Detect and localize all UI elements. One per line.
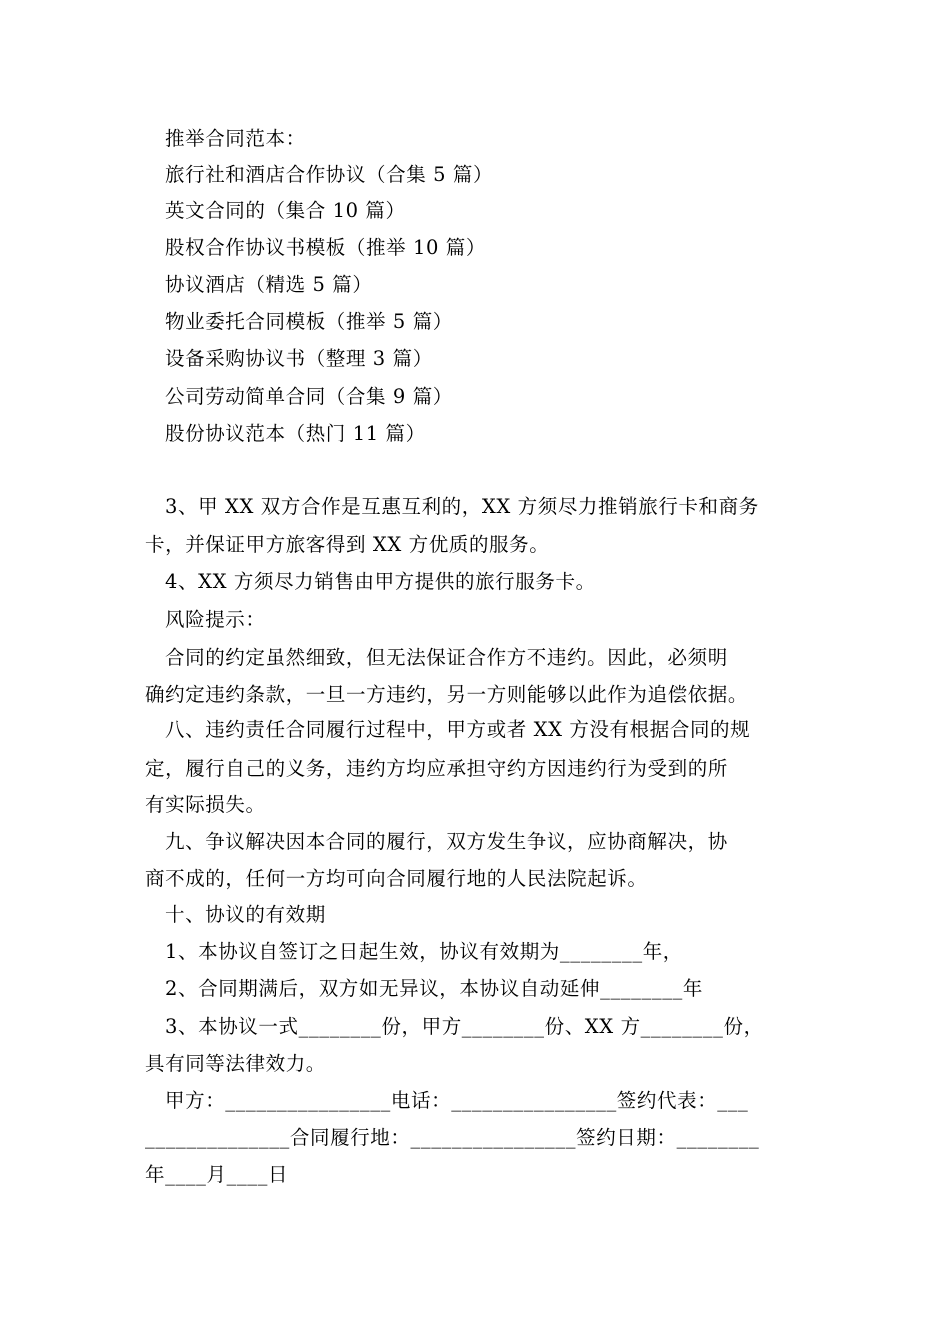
signature-line: ______________合同履行地：________________签约日期：________ <box>145 1126 760 1149</box>
body-line: 八、违约责任合同履行过程中，甲方或者 XX 方没有根据合同的规 <box>165 718 751 741</box>
body-line: 商不成的，任何一方均可向合同履行地的人民法院起诉。 <box>145 867 648 890</box>
body-line: 4、XX 方须尽力销售由甲方提供的旅行服务卡。 <box>165 570 596 593</box>
body-line: 2、合同期满后，双方如无异议，本协议自动延伸________年 <box>165 977 704 1000</box>
body-line: 合同的约定虽然细致，但无法保证合作方不违约。因此，必须明 <box>165 646 728 669</box>
body-line: 具有同等法律效力。 <box>145 1052 326 1075</box>
recommend-item: 股权合作协议书模板（推举 10 篇） <box>165 236 487 259</box>
body-line: 十、协议的有效期 <box>165 903 326 926</box>
body-line: 3、本协议一式________份，甲方________份、XX 方________份， <box>165 1015 764 1038</box>
recommend-item: 物业委托合同模板（推举 5 篇） <box>165 310 453 333</box>
body-line: 九、争议解决因本合同的履行，双方发生争议，应协商解决，协 <box>165 830 728 853</box>
body-line: 1、本协议自签订之日起生效，协议有效期为________年， <box>165 940 683 963</box>
body-line: 定，履行自己的义务，违约方均应承担守约方因违约行为受到的所 <box>145 757 728 780</box>
recommend-item: 公司劳动简单合同（合集 9 篇） <box>165 385 453 408</box>
recommend-heading: 推举合同范本： <box>165 127 306 150</box>
recommend-item: 英文合同的（集合 10 篇） <box>165 199 406 222</box>
body-line: 卡，并保证甲方旅客得到 XX 方优质的服务。 <box>145 533 550 556</box>
recommend-item: 设备采购协议书（整理 3 篇） <box>165 347 433 370</box>
body-line: 风险提示： <box>165 608 266 631</box>
body-line: 3、甲 XX 双方合作是互惠互利的，XX 方须尽力推销旅行卡和商务 <box>165 495 759 518</box>
recommend-item: 股份协议范本（热门 11 篇） <box>165 422 426 445</box>
recommend-item: 旅行社和酒店合作协议（合集 5 篇） <box>165 163 494 186</box>
body-line: 确约定违约条款，一旦一方违约，另一方则能够以此作为追偿依据。 <box>145 683 749 706</box>
recommend-item: 协议酒店（精选 5 篇） <box>165 273 373 296</box>
signature-line: 甲方：________________电话：________________签约代表：___ <box>165 1089 749 1112</box>
date-line: 年____月____日 <box>145 1163 289 1186</box>
body-line: 有实际损失。 <box>145 793 266 816</box>
